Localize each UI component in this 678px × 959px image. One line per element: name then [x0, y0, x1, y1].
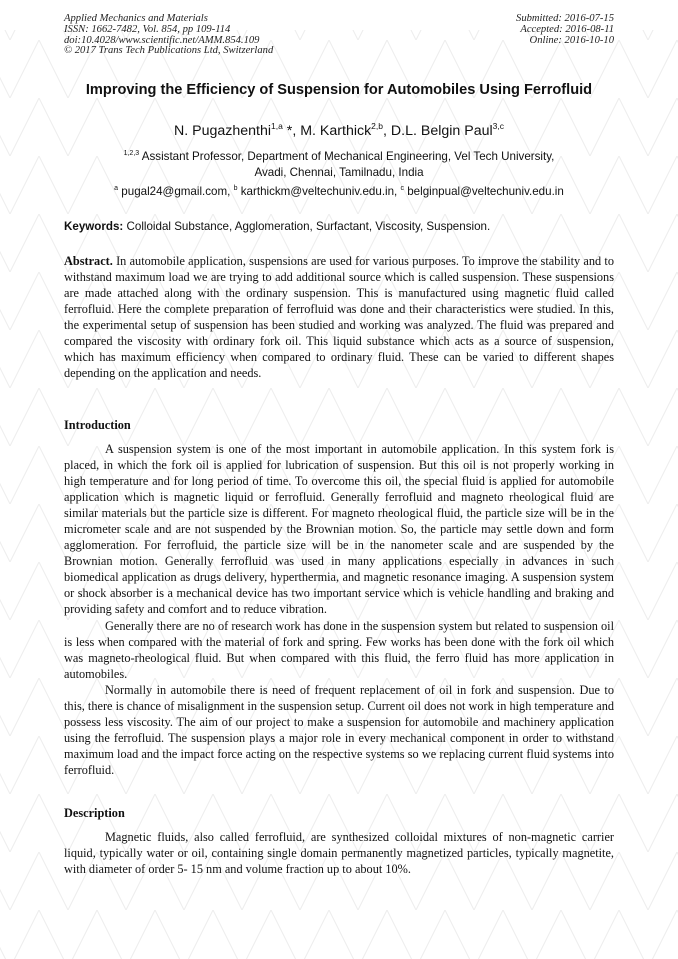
author-list: [64, 122, 614, 140]
abstract-text: In automobile application, suspensions are used for various purposes. To improve the stability and to withstand maximum load we are trying to add additional source which is called suspension. These suspensions are made attached along with the ordinary suspension. This is manufactured using magnetic fluid called ferrofluid. Here the complete preparation of ferrofluid was done and their characteristics were studied. In this, the experimental setup of suspension has been studied and working was analyzed. The fluid was prepared and compared the viscosity with ordinary fork oil. This liquid substance which acts as a source of suspension, which has maximum efficiency when compared to ordinary fluid. These can be varied to different shapes depending on the application and needs.: [64, 254, 614, 381]
journal-name: Applied Mechanics and Materials: [64, 13, 208, 24]
journal-header-right: [516, 14, 614, 46]
journal-issn: ISSN: 1662-7482, Vol. 854, pp 109-114: [64, 23, 231, 35]
accepted-date: Accepted: 2016-08-11: [520, 23, 614, 35]
author-separator: ,: [383, 123, 391, 139]
email-list: [64, 184, 614, 200]
author-name: D.L. Belgin Paul: [390, 123, 493, 139]
keywords-label: Keywords:: [64, 220, 124, 233]
journal-copyright: © 2017 Trans Tech Publications Ltd, Switzerland: [64, 45, 274, 57]
journal-doi: doi:10.4028/www.scientific.net/AMM.854.109: [64, 34, 260, 46]
introduction-heading: Introduction: [64, 418, 131, 432]
abstract-label: Abstract.: [64, 254, 113, 268]
keywords-text: Colloidal Substance, Agglomeration, Surfactant, Viscosity, Suspension.: [123, 220, 491, 233]
introduction-paragraph: Generally there are no of research work has done in the suspension system but related to suspension oil is less when compared with the material of fork and spring. Few works has been done with the fork oil which was magneto-rheological fluid. But when compared with this fluid, the ferro fluid has more application in automobiles.: [64, 618, 614, 681]
author-sup: 3,c: [492, 121, 504, 131]
journal-header-left: [64, 14, 273, 57]
submitted-date: Submitted: 2016-07-15: [516, 13, 614, 24]
email-link[interactable]: karthickm@veltechuniv.edu.in,: [237, 185, 401, 198]
abstract: [64, 253, 614, 381]
author-sup: 1,a: [271, 121, 283, 131]
description-heading: Description: [64, 806, 125, 820]
affiliation-line: [64, 149, 614, 165]
description-paragraph: Magnetic fluids, also called ferrofluid, are synthesized colloidal mixtures of non-magnetic carrier liquid, typically water or oil, containing single domain permanently magnetized particles, typically magnetite, with diameter of order 5- 15 nm and volume fraction up to about 10%.: [64, 830, 614, 877]
email-link[interactable]: pugal24@gmail.com,: [118, 185, 234, 198]
email-sup: c: [400, 185, 405, 192]
email-sup: a: [114, 185, 119, 192]
keywords: [64, 219, 614, 235]
introduction-section: [64, 441, 614, 778]
author-sup: 2,b: [371, 121, 383, 131]
author-name: M. Karthick: [300, 123, 372, 139]
email-sup: b: [233, 185, 238, 192]
description-section: [64, 829, 614, 877]
author-separator: *,: [282, 123, 301, 139]
author-name: N. Pugazhenthi: [174, 123, 272, 139]
affiliation-text: Assistant Professor, Department of Mechanical Engineering, Vel Tech University,: [139, 150, 555, 163]
introduction-paragraph: Normally in automobile there is need of frequent replacement of oil in fork and suspension. Due to this, there is chance of misalignment in the suspension setup. Current oil does not work in high temperature and possess less viscosity. The aim of our project to make a suspension for automobile and machinery application using the ferrofluid. The suspension plays a major role in every mechanical component in order to withstand maximum load and the impact force acting on the respective systems so we replacing current fluid systems into ferrofluid.: [64, 682, 614, 777]
paper-title: Improving the Efficiency of Suspension for Automobiles Using Ferrofluid: [85, 82, 593, 98]
affiliation-sup: 1,2,3: [123, 150, 140, 157]
affiliation: [64, 149, 614, 181]
abstract-paragraph: [64, 253, 614, 381]
introduction-paragraph: A suspension system is one of the most important in automobile application. In this system fork is placed, in which the fork oil is applied for lubrication of suspension. But this oil is not properly working in high temperature and for long period of time. To overcome this oil, the special fluid is applied for automobile application which is magnetic liquid or ferrofluid. Generally ferrofluid and magneto rheological fluid are similar materials but the particle size is different. For magneto rheological fluid, the particle size will be in the micrometer scale and are not suspended by the Brownian motion. So, the particle may settle down and form agglomeration. For ferrofluid, the particle size will be in the nanometer scale and are suspended by the Brownian motion. Generally ferrofluid was used in many applications especially in advances in such biomedical application as drugs delivery, hyperthermia, and magnetic resonance imaging. A suspension system or shock absorber is a mechanical device has two important service which is vehicle handling and braking and providing safety and comfort and to reduce vibration.: [64, 442, 614, 617]
affiliation-line: Avadi, Chennai, Tamilnadu, India: [254, 166, 424, 179]
email-link[interactable]: belginpual@veltechuniv.edu.in: [404, 185, 564, 198]
online-date: Online: 2016-10-10: [529, 34, 614, 46]
